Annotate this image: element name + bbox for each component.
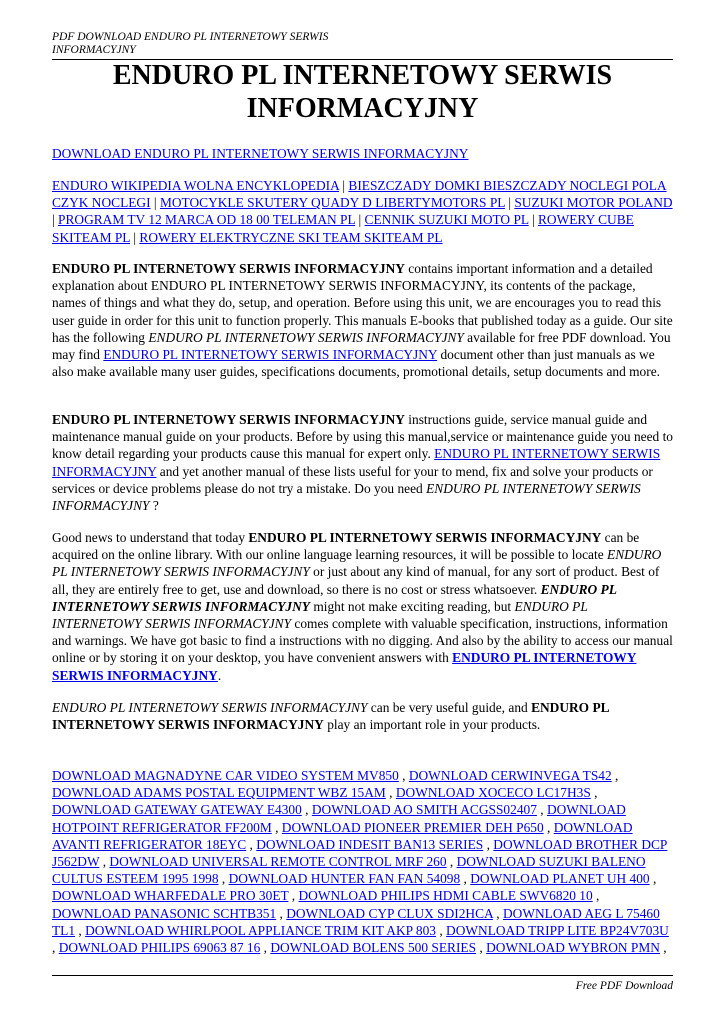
related-link[interactable]: ROWERY ELEKTRYCZNE SKI TEAM SKITEAM PL [139,229,443,245]
page-title-line2: INFORMACYJNY [246,93,479,124]
text-run: or just about any kind of manual, for any sort of product. Best of all, they are entirely free to get, use and download, so there is no cost or stress whatsoever. [52,564,660,597]
related-link[interactable]: ROWERY CUBE SKITEAM PL [52,212,634,245]
comma-separator: , [276,905,287,921]
text-run: might not make exciting reading, but [309,598,515,614]
text-run: contains important information and a detailed explanation about ENDURO PL INTERNETOWY SERWIS INFORMACYJNY, its contents of the package, names of things and what they do, setup, and operation. Before using this unit, we are encourages you to read this user guide in order for this unit to function properly. This manuals E-books that published today as a guide. Our site has the following [52,261,673,345]
bold-phrase: ENDURO PL INTERNETOWY SERWIS INFORMACYJNY [52,261,405,276]
comma-separator: , [536,802,547,818]
download-link[interactable]: DOWNLOAD BOLENS 500 SERIES [270,940,477,956]
download-link[interactable]: DOWNLOAD UNIVERSAL REMOTE CONTROL MRF 260 [109,854,447,870]
italic-phrase: ENDURO PL INTERNETOWY SERWIS INFORMACYJNY [52,547,662,580]
download-link[interactable]: DOWNLOAD AVANTI REFRIGERATOR 18EYC [52,819,633,852]
comma-separator: , [543,819,554,835]
text-run: instructions guide, service manual guide and maintenance manual guide on your products. Before by using this manual,service or maintenance guide you need to know detail regarding your products cause this manual for expert only. [52,412,673,462]
separator: | [528,212,538,228]
separator: | [339,178,349,193]
text-run: document other than just manuals as we also make available many user guides, specifications documents, promotional details, setup documents and more. [52,347,660,380]
download-link[interactable]: DOWNLOAD BROTHER DCP J562DW [52,836,668,870]
download-link[interactable]: DOWNLOAD MAGNADYNE CAR VIDEO SYSTEM MV850 [52,768,399,783]
bold-phrase: ENDURO PL INTERNETOWY SERWIS INFORMACYJNY [52,412,405,427]
paragraph-intro [52,260,673,380]
comma-separator: , [659,940,667,956]
inline-link[interactable]: ENDURO PL INTERNETOWY SERWIS INFORMACYJNY [52,446,661,479]
comma-separator: , [260,940,271,956]
comma-separator: , [99,854,110,870]
page-title [52,59,673,125]
comma-separator: , [246,836,257,852]
page-title-line1: ENDURO PL INTERNETOWY SERWIS [112,60,613,91]
download-link[interactable]: DOWNLOAD AEG L 75460 TL1 [52,905,660,938]
bold-phrase: ENDURO PL INTERNETOWY SERWIS INFORMACYJNY [52,700,609,733]
comma-separator: , [476,940,487,956]
comma-separator: , [52,940,59,956]
download-link[interactable]: DOWNLOAD GATEWAY GATEWAY E4300 [52,802,302,818]
comma-separator: , [492,905,503,921]
text-run: can be very useful guide, and [367,700,532,715]
italic-phrase: ENDURO PL INTERNETOWY SERWIS INFORMACYJNY [148,329,464,345]
comma-separator: , [590,785,598,801]
separator: | [355,212,365,228]
download-link[interactable]: DOWNLOAD PANASONIC SCHTB351 [52,905,277,921]
text-run: ? [149,498,159,514]
download-link[interactable]: DOWNLOAD AO SMITH ACGSS02407 [311,802,537,818]
separator: | [150,195,160,211]
main-download-link[interactable]: DOWNLOAD ENDURO PL INTERNETOWY SERWIS INFORMACYJNY [52,146,469,161]
comma-separator: , [218,871,229,887]
related-link[interactable]: CENNIK SUZUKI MOTO PL [364,212,529,228]
download-link[interactable]: DOWNLOAD WYBRON PMN [486,940,660,956]
download-link[interactable]: DOWNLOAD CERWINVEGA TS42 [408,768,612,783]
download-link[interactable]: DOWNLOAD PLANET UH 400 [470,871,650,887]
download-link[interactable]: DOWNLOAD PIONEER PREMIER DEH P650 [281,819,544,835]
bold-italic-phrase: ENDURO PL INTERNETOWY SERWIS INFORMACYJNY [52,581,617,614]
text-run: and yet another manual of these lists useful for your to mend, fix and solve your products or services or device problems please do not try a mistake. Do you need [52,463,653,496]
paragraph-good-news [52,529,673,684]
download-links-list [52,767,673,956]
comma-separator: , [271,819,282,835]
text-run: play an important role in your products. [323,717,541,733]
comma-separator: , [436,922,447,938]
text-run: Good news to understand that today [52,530,249,545]
page-footer: Free PDF Download [575,980,673,992]
comma-separator: , [385,785,396,801]
download-link[interactable]: DOWNLOAD CYP CLUX SDI2HCA [286,905,493,921]
comma-separator: , [592,888,600,904]
text-run: comes complete with valuable specification, instructions, information and warnings. We have got basic to find a instructions with no digging. And also by the ability to access our manual online or by storing it on your desktop, you have convenient answers with [52,616,673,666]
download-link[interactable]: DOWNLOAD XOCECO LC17H3S [395,785,591,801]
download-link[interactable]: DOWNLOAD HOTPOINT REFRIGERATOR FF200M [52,802,626,835]
separator: | [504,195,515,211]
download-link[interactable]: DOWNLOAD PHILIPS HDMI CABLE SWV6820 10 [298,888,593,904]
comma-separator: , [301,802,312,818]
bold-phrase: ENDURO PL INTERNETOWY SERWIS INFORMACYJNY [248,530,602,545]
italic-phrase: ENDURO PL INTERNETOWY SERWIS INFORMACYJNY [52,598,588,632]
download-link[interactable]: DOWNLOAD HUNTER FAN FAN 54098 [228,871,461,887]
text-run: can be acquired on the online library. With our online language learning resources, it will be possible to locate [52,530,640,563]
download-link-block [52,145,673,162]
italic-phrase: ENDURO PL INTERNETOWY SERWIS INFORMACYJNY [52,700,368,715]
inline-link[interactable]: ENDURO PL INTERNETOWY SERWIS INFORMACYJNY [103,347,438,363]
comma-separator: , [483,836,494,852]
text-run: . [217,667,222,683]
related-links [52,177,673,246]
download-link[interactable]: DOWNLOAD WHARFEDALE PRO 30ET [52,888,289,904]
related-link[interactable]: BIESZCZADY DOMKI BIESZCZADY NOCLEGI POLA CZYK NOCLEGI [52,178,667,211]
download-link[interactable]: DOWNLOAD INDESIT BAN13 SERIES [256,836,484,852]
italic-phrase: ENDURO PL INTERNETOWY SERWIS INFORMACYJNY [52,480,641,514]
related-link[interactable]: ENDURO WIKIPEDIA WOLNA ENCYKLOPEDIA [52,178,340,193]
running-header-line1: PDF DOWNLOAD ENDURO PL INTERNETOWY SERWIS [52,31,329,43]
comma-separator: , [288,888,299,904]
comma-separator: , [611,768,619,783]
paragraph-useful-guide [52,699,673,733]
download-link[interactable]: DOWNLOAD PHILIPS 69063 87 16 [58,940,261,956]
comma-separator: , [75,922,86,938]
related-link[interactable]: SUZUKI MOTOR POLAND [514,195,673,211]
text-run: available for free PDF download. You may find [52,329,671,363]
related-link[interactable]: PROGRAM TV 12 MARCA OD 18 00 TELEMAN PL [58,212,356,228]
separator: | [52,212,59,228]
comma-separator: , [398,768,409,783]
related-link[interactable]: MOTOCYKLE SKUTERY QUADY D LIBERTYMOTORS PL [159,195,505,211]
download-link[interactable]: DOWNLOAD ADAMS POSTAL EQUIPMENT WBZ 15AM [52,785,386,801]
separator: | [130,229,140,245]
comma-separator: , [446,854,457,870]
running-header [52,31,673,57]
download-link[interactable]: DOWNLOAD WHIRLPOOL APPLIANCE TRIM KIT AKP 803 [85,922,436,938]
bold-inline-link[interactable]: ENDURO PL INTERNETOWY SERWIS INFORMACYJNY [52,650,637,683]
comma-separator: , [649,871,657,887]
download-link[interactable]: DOWNLOAD SUZUKI BALENO CULTUS ESTEEM 1995 1998 [52,854,646,887]
paragraph-instructions [52,411,673,514]
footer-rule [52,975,673,976]
running-header-line2: INFORMACYJNY [52,44,136,56]
comma-separator: , [460,871,471,887]
download-link[interactable]: DOWNLOAD TRIPP LITE BP24V703U [446,922,669,938]
